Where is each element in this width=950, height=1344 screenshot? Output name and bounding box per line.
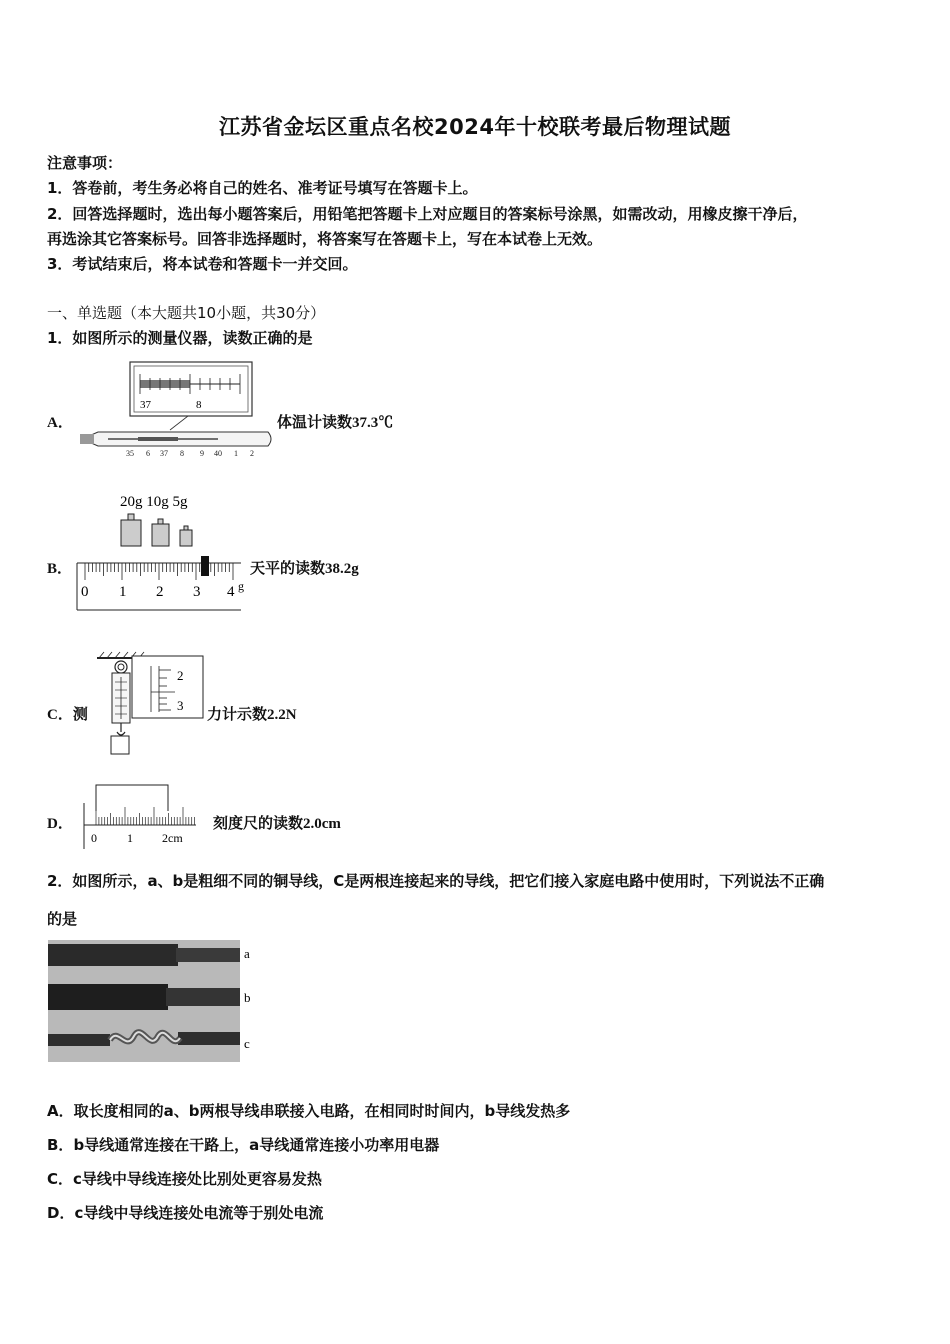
notice-item-2: 2．回答选择题时，选出每小题答案后，用铅笔把答题卡上对应题目的答案标号涂黑，如需改动，用橡皮擦干净后，	[47, 205, 808, 223]
balance-weights-label: 20g 10g 5g	[120, 494, 188, 510]
thermometer-figure	[78, 360, 278, 460]
q2-option-c	[47, 1168, 322, 1189]
q2-option-d-label: D．	[47, 1204, 75, 1222]
spring-scale-figure	[95, 650, 207, 756]
q1-option-a-text: 体温计读数37.3℃	[277, 415, 394, 431]
ruler-figure	[82, 783, 202, 853]
wire-label-a: a	[244, 946, 250, 961]
q2-option-b-label: B．	[47, 1136, 74, 1154]
notice-heading: 注意事项：	[47, 154, 123, 172]
scale-tick-41: 1	[234, 449, 238, 458]
scale-tick-40: 40	[214, 449, 222, 458]
q1-option-c-label: C．测	[47, 707, 88, 723]
question-2-stem-cont: 的是	[47, 910, 78, 928]
wire-label-b: b	[244, 990, 251, 1005]
q2-option-a	[47, 1100, 570, 1121]
section-heading: 一、单选题（本大题共10小题，共30分）	[47, 304, 326, 322]
q1-option-d-label: D．	[47, 816, 73, 832]
q1-option-c-text: 力计示数2.2N	[207, 707, 297, 723]
balance-tick-1: 1	[119, 584, 127, 600]
q2-option-b	[47, 1134, 439, 1155]
q1-option-d-text: 刻度尺的读数2.0cm	[213, 816, 341, 832]
balance-tick-3: 3	[193, 584, 201, 600]
balance-tick-0: 0	[81, 584, 89, 600]
page-title: 江苏省金坛区重点名校2024年十校联考最后物理试题	[219, 115, 731, 139]
q1-option-b-text: 天平的读数38.2g	[250, 561, 359, 577]
zoom-tick-37: 37	[140, 399, 151, 411]
ruler-tick-2: 2cm	[162, 831, 183, 845]
balance-figure	[75, 488, 255, 612]
q2-option-d-text: c导线中导线连接处电流等于别处电流	[74, 1204, 324, 1222]
q1-option-a-label: A．	[47, 415, 73, 431]
q2-option-d	[47, 1202, 323, 1223]
q2-option-c-text: c导线中导线连接处比别处更容易发热	[73, 1170, 322, 1188]
scale-tick-38: 8	[180, 449, 184, 458]
scale-tick-36: 6	[146, 449, 150, 458]
spring-tick-2: 2	[177, 668, 184, 683]
scale-tick-37: 37	[160, 449, 168, 458]
scale-tick-39: 9	[200, 449, 204, 458]
spring-tick-3: 3	[177, 698, 184, 713]
balance-tick-4: 4	[227, 584, 235, 600]
question-2-stem: 2．如图所示，a、b是粗细不同的铜导线，C是两根连接起来的导线，把它们接入家庭电路中使用时，下列说法不正确	[47, 872, 825, 890]
q1-option-b-label: B．	[47, 561, 73, 577]
wires-photo	[48, 940, 258, 1062]
scale-tick-42: 2	[250, 449, 254, 458]
q2-option-a-text: 取长度相同的a、b两根导线串联接入电路，在相同时时间内，b导线发热多	[73, 1102, 571, 1120]
balance-tick-2: 2	[156, 584, 164, 600]
notice-item-3: 3．考试结束后，将本试卷和答题卡一并交回。	[47, 255, 358, 273]
q2-option-a-label: A．	[47, 1102, 74, 1120]
notice-item-1: 1．答卷前，考生务必将自己的姓名、准考证号填写在答题卡上。	[47, 179, 478, 197]
question-1-stem: 1．如图所示的测量仪器，读数正确的是	[47, 329, 313, 347]
q2-option-c-label: C．	[47, 1170, 74, 1188]
zoom-tick-8: 8	[196, 399, 202, 411]
wire-label-c: c	[244, 1036, 250, 1051]
notice-item-2-cont: 再选涂其它答案标号。回答非选择题时，将答案写在答题卡上，写在本试卷上无效。	[47, 230, 603, 248]
scale-tick-35: 35	[126, 449, 134, 458]
q2-option-b-text: b导线通常连接在干路上，a导线通常连接小功率用电器	[73, 1136, 440, 1154]
balance-unit: g	[238, 579, 244, 593]
ruler-tick-1: 1	[127, 831, 133, 845]
ruler-tick-0: 0	[91, 831, 97, 845]
